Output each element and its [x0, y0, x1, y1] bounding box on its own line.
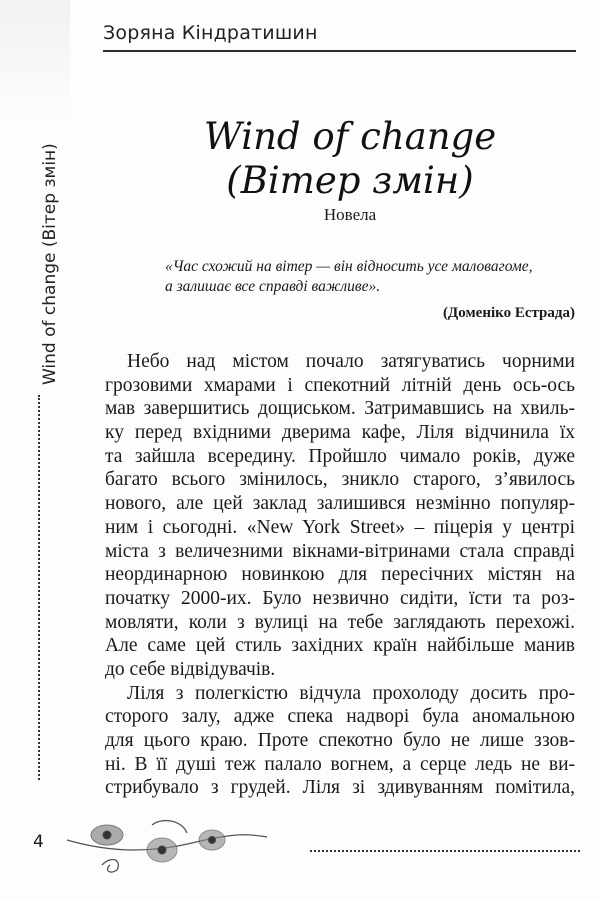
running-header-author: Зоряна Кіндратишин: [103, 22, 318, 44]
header-rule: [103, 50, 576, 52]
text-line: багато всього змінилось, зникло старого, з’явилось: [105, 469, 575, 491]
epigraph-line: «Час схожий на вітер — він відносить усе маловагоме,: [165, 258, 533, 275]
orchid-flower-ornament-icon: [62, 815, 272, 877]
text-line: сторого залу, адже спека надворі була аномальною: [105, 706, 575, 728]
text-line: ку перед вхідними дверима кафе, Ліля відчинила їх: [105, 422, 575, 444]
text-line: міста з величезними вікнами-вітринами стала справді: [105, 540, 575, 562]
page-number: 4: [33, 832, 44, 852]
epigraph-line: а залишає все справді важливе».: [165, 278, 381, 295]
text-line: до себе відвідувачів.: [105, 658, 276, 680]
text-line: ним і сьогодні. «New York Street» – піцерія у центрі: [105, 516, 575, 538]
body-text: [105, 350, 575, 800]
text-line: Але саме цей стиль західних країн найбільше манив: [105, 635, 575, 657]
text-line: Небо над містом почало затягуватись чорними: [127, 351, 575, 372]
footer-dotted-line: [310, 850, 580, 852]
side-dotted-line: [38, 395, 40, 780]
text-line: мав завершитись дощиськом. Затримавшись на хвиль-: [105, 398, 575, 420]
text-line: грозовими хмарами і спекотний літній день ось-ось: [105, 374, 575, 396]
text-line: для цього краю. Проте спекотно було не лише ззов-: [105, 730, 575, 751]
story-title-translation: (Вітер змін): [226, 159, 474, 202]
genre-label: Новела: [323, 205, 377, 224]
text-line: нового, але цей заклад залишився незмінно популяр-: [105, 493, 575, 515]
text-line: ні. В її душі теж палало вогнем, а серце ледь не ви-: [105, 753, 575, 775]
text-line: та зайшла всередину. Пройшло чимало років, дуже: [105, 445, 575, 467]
text-line: Ліля з полегкістю відчула прохолоду досить про-: [127, 682, 575, 704]
story-title: Wind of change: [203, 115, 497, 158]
text-line: неординарною новинкою для пересічних містян на: [105, 564, 575, 586]
text-line: початку 2000-их. Було незвично сидіти, їсти та роз-: [105, 587, 575, 609]
page-edge-shadow: [0, 0, 70, 120]
side-running-title: Wind of change (Вітер змін): [40, 143, 60, 385]
text-line: мовляти, коли з вулиці на тебе заглядають перехожі.: [105, 611, 575, 633]
text-line: стрибувало з грудей. Ліля зі здивуванням помітила,: [105, 777, 575, 799]
epigraph-attribution: (Доменіко Естрада): [442, 305, 575, 321]
